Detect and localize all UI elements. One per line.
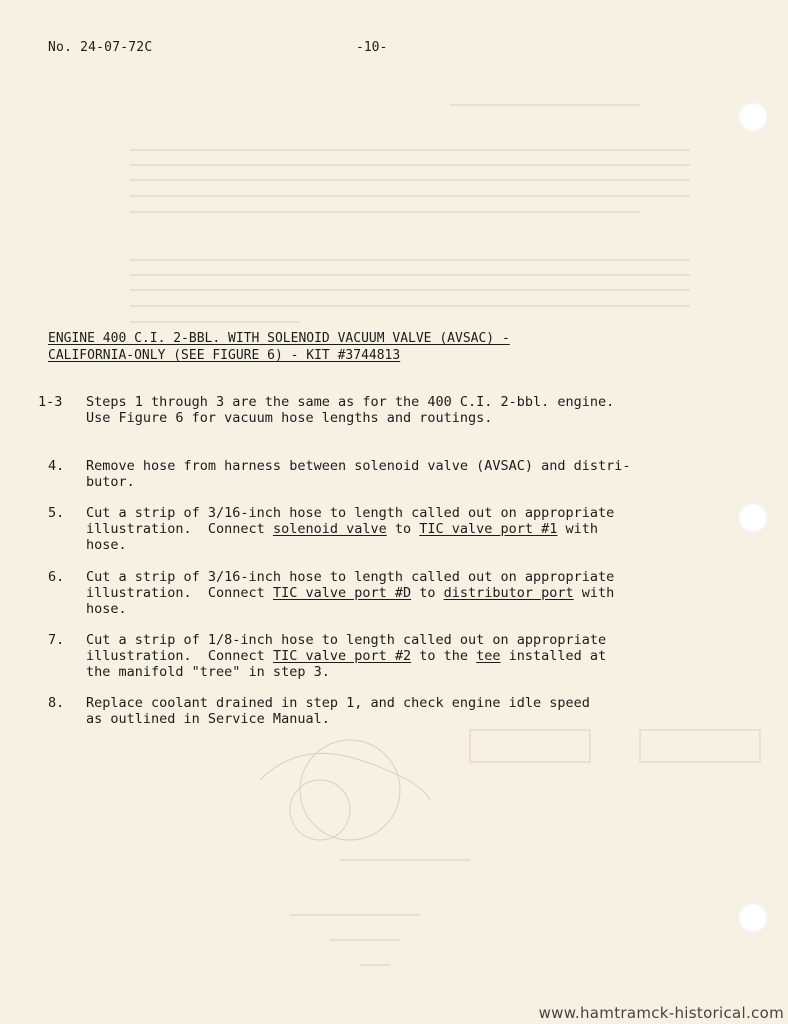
- step-text: [86, 458, 631, 490]
- step-number: 4.: [48, 458, 65, 474]
- underlined-term: TIC valve port #2: [272, 648, 412, 664]
- section-heading-line-1: ENGINE 400 C.I. 2-BBL. WITH SOLENOID VACUUM VALVE (AVSAC) -: [48, 331, 510, 346]
- step-line: butor.: [86, 474, 135, 490]
- step-line: hose.: [86, 601, 127, 617]
- step-line-part: with: [573, 585, 615, 601]
- section-heading-line-2: CALIFORNIA-ONLY (SEE FIGURE 6) - KIT #3744813: [48, 348, 401, 363]
- punch-hole: [738, 503, 768, 533]
- page-number: -10-: [356, 40, 388, 55]
- underlined-term: solenoid valve: [272, 521, 387, 537]
- step-line-part: installed at: [500, 648, 607, 664]
- section-heading: [48, 330, 510, 364]
- step-line: Remove hose from harness between solenoid valve (AVSAC) and distri-: [86, 458, 631, 474]
- step-text: [86, 632, 606, 680]
- step-4: [48, 458, 738, 492]
- step-7: [48, 632, 738, 682]
- step-line: Cut a strip of 3/16-inch hose to length called out on appropriate: [86, 569, 615, 585]
- underlined-term: TIC valve port #D: [272, 585, 412, 601]
- step-text: [86, 569, 614, 617]
- step-number: 8.: [48, 695, 65, 711]
- step-line-part: to: [386, 521, 420, 537]
- step-line-part: to: [411, 585, 444, 601]
- step-number: 7.: [48, 632, 65, 648]
- step-text: [86, 505, 614, 553]
- underlined-term: TIC valve port #1: [419, 521, 558, 537]
- step-line-part: illustration. Connect: [86, 521, 273, 537]
- punch-hole: [738, 903, 768, 933]
- underlined-term: distributor port: [443, 585, 574, 601]
- step-number: 1-3: [38, 394, 63, 410]
- step-6: [48, 569, 738, 619]
- step-1-3: [38, 394, 738, 428]
- step-number: 6.: [48, 569, 65, 585]
- underlined-term: tee: [476, 648, 501, 664]
- step-line: Use Figure 6 for vacuum hose lengths and routings.: [86, 410, 493, 426]
- document-number: No. 24-07-72C: [48, 40, 153, 55]
- step-line: the manifold "tree" in step 3.: [86, 664, 330, 680]
- step-number: 5.: [48, 505, 65, 521]
- step-line: Cut a strip of 3/16-inch hose to length called out on appropriate: [86, 505, 615, 521]
- step-line-part: to the: [411, 648, 477, 664]
- step-line: hose.: [86, 537, 127, 553]
- step-line-part: illustration. Connect: [86, 648, 273, 664]
- step-line-part: illustration. Connect: [86, 585, 273, 601]
- step-line-part: with: [557, 521, 599, 537]
- punch-hole: [738, 102, 768, 132]
- step-line: Replace coolant drained in step 1, and check engine idle speed: [86, 695, 590, 711]
- step-line: as outlined in Service Manual.: [86, 711, 330, 727]
- step-5: [48, 505, 738, 555]
- step-8: [48, 695, 738, 729]
- step-line: Steps 1 through 3 are the same as for the 400 C.I. 2-bbl. engine.: [86, 394, 615, 410]
- watermark: www.hamtramck-historical.com: [538, 1004, 784, 1022]
- step-line: Cut a strip of 1/8-inch hose to length called out on appropriate: [86, 632, 607, 648]
- step-text: [86, 695, 590, 727]
- step-text: [86, 394, 614, 426]
